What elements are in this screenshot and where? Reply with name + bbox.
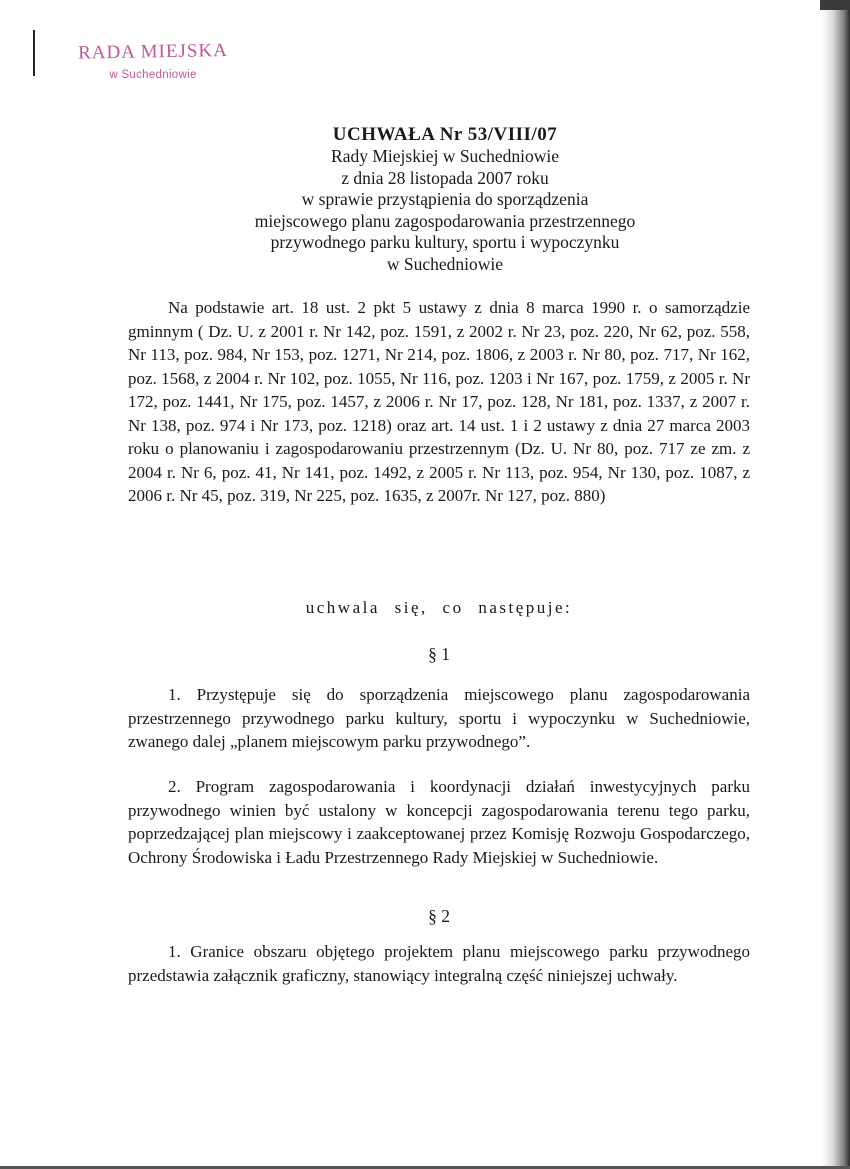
- section-2-paragraph-1-text: 1. Granice obszaru objętego projektem planu miejscowego parku przywodnego przedstawia załącznik graficzny, stanowiący integralną część niniejszej uchwały.: [128, 942, 750, 985]
- resolution-title: UCHWAŁA Nr 53/VIII/07: [332, 124, 558, 145]
- stamp-name: RADA MIEJSKA: [77, 40, 229, 64]
- section-1-paragraph-2: [128, 775, 750, 869]
- page-corner-shadow: [820, 0, 850, 10]
- section-1-paragraph-2-text: 2. Program zagospodarowania i koordynacji działań inwestycyjnych parku przywodnego winien być ustalony w koncepcji zagospodarowania terenu tego parku, poprzedzającej plan miejscowy i zaakceptowanej przez Komisję Rozwoju Gospodarczego, Ochrony Środowiska i Ładu Przestrzennego Rady Miejskiej w Suchedniowie.: [128, 777, 750, 867]
- header-line-date: z dnia 28 listopada 2007 roku: [341, 167, 549, 188]
- legal-basis-text: Na podstawie art. 18 ust. 2 pkt 5 ustawy z dnia 8 marca 1990 r. o samorządzie gminnym ( Dz. U. z 2001 r. Nr 142, poz. 1591, z 2002 r. Nr 23, poz. 220, Nr 62, poz. 558, Nr 113, poz. 984, Nr 153, poz. 1271, Nr 214, poz. 1806, z 2003 r. Nr 80, poz. 717, Nr 162, poz. 1568, z 2004 r. Nr 102, poz. 1055, Nr 116, poz. 1203 i Nr 167, poz. 1759, z 2005 r. Nr 172, poz. 1441, Nr 175, poz. 1457, z 2006 r. Nr 17, poz. 128, Nr 181, poz. 1337, z 2007 r. Nr 138, poz. 974 i Nr 173, poz. 1218) oraz art. 14 ust. 1 i 2 ustawy z dnia 27 marca 2003 roku o planowaniu i zagospodarowaniu przestrzennym (Dz. U. Nr 80, poz. 717 ze zm. z 2004 r. Nr 6, poz. 41, Nr 141, poz. 1492, z 2005 r. Nr 113, poz. 954, Nr 130, poz. 1087, z 2006 r. Nr 45, poz. 319, Nr 225, poz. 1635, z 2007r. Nr 127, poz. 880): [128, 298, 750, 505]
- council-stamp: [58, 40, 248, 82]
- resolve-clause: uchwala się, co następuje:: [305, 598, 573, 617]
- page-edge-shadow: [822, 0, 850, 1169]
- header-line-subject-2: miejscowego planu zagospodarowania przestrzennego: [254, 210, 636, 231]
- margin-mark: [33, 30, 35, 76]
- header-line-council: Rady Miejskiej w Suchedniowie: [331, 146, 559, 166]
- section-1-mark: § 1: [428, 644, 450, 664]
- section-1-paragraph-1-text: 1. Przystępuje się do sporządzenia miejscowego planu zagospodarowania przestrzennego przywodnego parku kultury, sportu i wypoczynku w Suchedniowie, zwanego dalej „planem miejscowym parku przywodnego”.: [128, 685, 750, 751]
- section-2-paragraph-1: [128, 940, 750, 987]
- header-line-subject-4: w Suchedniowie: [386, 253, 504, 274]
- resolution-header: [120, 124, 770, 275]
- header-line-subject-1: w sprawie przystąpienia do sporządzenia: [301, 189, 589, 209]
- stamp-city: w Suchedniowie: [109, 69, 197, 81]
- legal-basis-paragraph: [128, 296, 750, 508]
- section-1-paragraph-1: [128, 683, 750, 754]
- header-line-subject-3: przywodnego parku kultury, sportu i wypoczynku: [270, 232, 620, 252]
- section-2-mark: § 2: [428, 906, 450, 926]
